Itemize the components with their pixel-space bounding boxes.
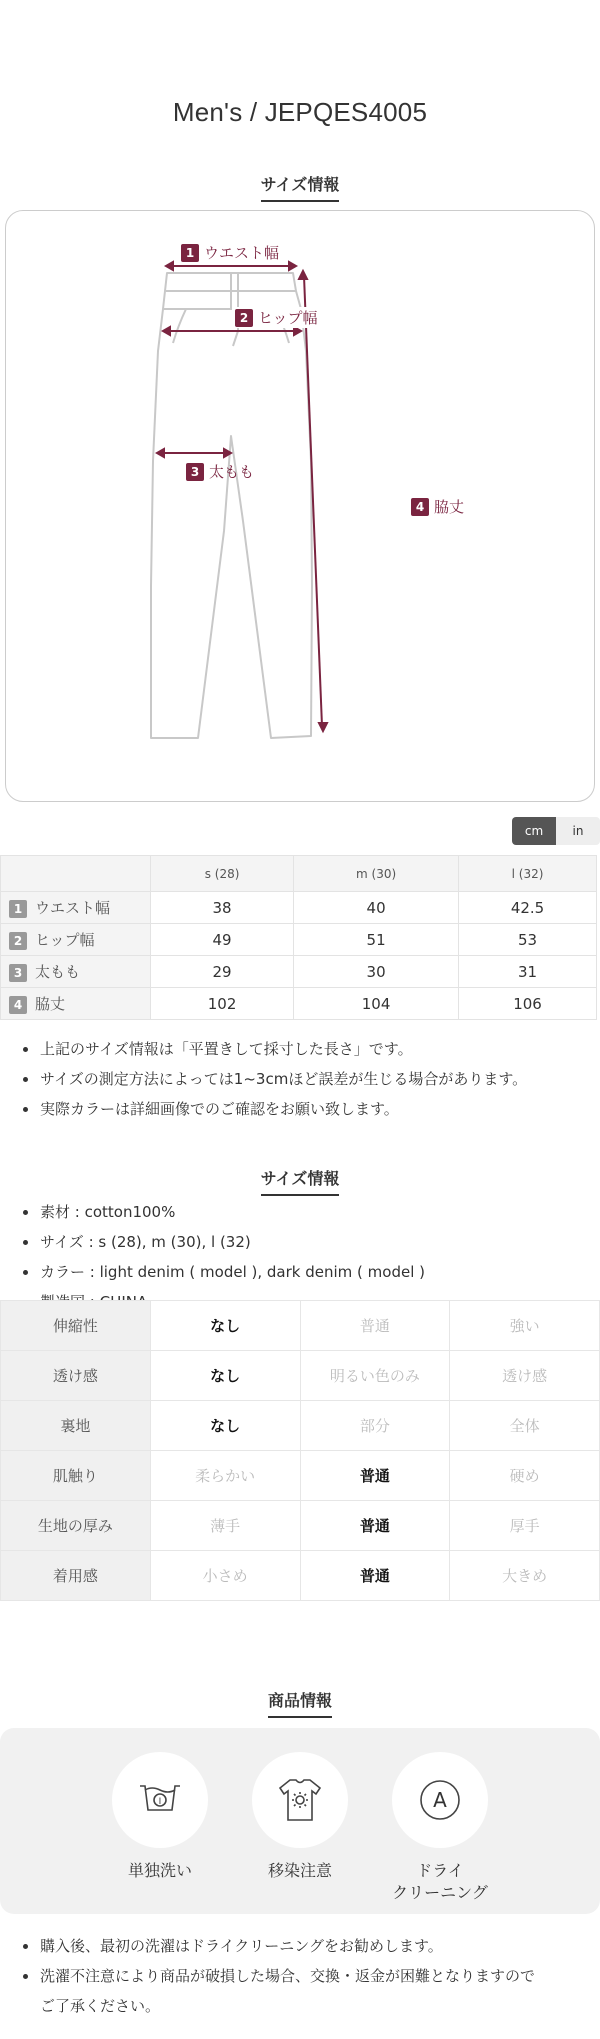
svg-text:I: I: [158, 1797, 162, 1807]
size-row-label: [1, 988, 151, 1020]
label-num-2: 2: [235, 309, 253, 327]
pants-illustration: [6, 211, 596, 803]
feature-option: 普通: [300, 1451, 450, 1501]
feature-option: 強い: [450, 1301, 600, 1351]
size-cell: 30: [294, 956, 459, 988]
feature-label: 透け感: [1, 1351, 151, 1401]
row-num-badge: 1: [9, 900, 27, 918]
feature-option: 透け感: [450, 1351, 600, 1401]
row-label-text: ヒップ幅: [35, 931, 95, 949]
feature-option: 小さめ: [150, 1551, 300, 1601]
row-label-text: 脇丈: [35, 995, 66, 1013]
label-text-waist: ウエスト幅: [204, 244, 280, 262]
feature-option: なし: [150, 1301, 300, 1351]
dry-clean-icon: [392, 1752, 488, 1848]
label-num-3: 3: [186, 463, 204, 481]
care-label-line: クリーニング: [392, 1883, 488, 1902]
feature-option: 硬め: [450, 1451, 600, 1501]
feature-label: 着用感: [1, 1551, 151, 1601]
care-item-color-transfer: [240, 1752, 360, 1882]
size-info-heading: [0, 172, 600, 202]
label-text-thigh: 太もも: [209, 463, 255, 481]
size-col-s: s (28): [151, 856, 294, 892]
size-row-label: [1, 956, 151, 988]
feature-option: 柔らかい: [150, 1451, 300, 1501]
size-notes: [20, 1034, 590, 1124]
feature-option: 全体: [450, 1401, 600, 1451]
info-heading-text: サイズ情報: [261, 1166, 340, 1196]
feature-option: 普通: [300, 1501, 450, 1551]
list-item: 洗濯不注意により商品が破損した場合、交換・返金が困難となりますので: [20, 1961, 590, 1991]
feature-option: 部分: [300, 1401, 450, 1451]
unit-in-button[interactable]: in: [556, 817, 600, 845]
label-text-hip: ヒップ幅: [258, 309, 318, 327]
size-table-corner: [1, 856, 151, 892]
table-row: [1, 1351, 600, 1401]
size-cell: 104: [294, 988, 459, 1020]
label-num-4: 4: [411, 498, 429, 516]
dry-clean-glyph: A: [433, 1788, 447, 1812]
feature-label: 伸縮性: [1, 1301, 151, 1351]
size-cell: 51: [294, 924, 459, 956]
feature-label: 生地の厚み: [1, 1501, 151, 1551]
table-row: [1, 1501, 600, 1551]
feature-option: なし: [150, 1351, 300, 1401]
label-hip: [232, 307, 321, 328]
feature-option: 大きめ: [450, 1551, 600, 1601]
info-heading: [0, 1166, 600, 1196]
feature-option: 普通: [300, 1301, 450, 1351]
size-cell: 106: [459, 988, 597, 1020]
list-item: 上記のサイズ情報は「平置きして採寸した長さ」です。: [20, 1034, 590, 1064]
measure-lines: [157, 262, 327, 731]
list-item: サイズの測定方法によっては1~3cmほど誤差が生じる場合があります。: [20, 1064, 590, 1094]
list-item: 購入後、最初の洗濯はドライクリーニングをお勧めします。: [20, 1931, 590, 1961]
feature-option: 厚手: [450, 1501, 600, 1551]
color-transfer-icon: [252, 1752, 348, 1848]
table-row: [1, 956, 597, 988]
row-num-badge: 3: [9, 964, 27, 982]
feature-label: 肌触り: [1, 1451, 151, 1501]
care-instructions: [0, 1728, 600, 1914]
size-cell: 40: [294, 892, 459, 924]
care-notes: [20, 1931, 590, 2021]
table-row: [1, 924, 597, 956]
size-cell: 49: [151, 924, 294, 956]
care-label-line: ドライ: [416, 1861, 464, 1880]
size-cell: 31: [459, 956, 597, 988]
care-label: [380, 1860, 500, 1904]
table-row: [1, 892, 597, 924]
label-length: [411, 496, 464, 517]
label-thigh: [186, 461, 254, 482]
label-num-1: 1: [181, 244, 199, 262]
care-label: 移染注意: [267, 1861, 332, 1880]
row-label-text: ウエスト幅: [35, 899, 111, 917]
feature-option: なし: [150, 1401, 300, 1451]
table-row: [1, 988, 597, 1020]
row-label-text: 太もも: [35, 963, 81, 981]
feature-option: 薄手: [150, 1501, 300, 1551]
size-row-label: [1, 924, 151, 956]
label-text-length: 脇丈: [434, 498, 465, 516]
pants-size-diagram: [5, 210, 595, 802]
list-item: 素材 : cotton100%: [20, 1197, 590, 1227]
size-table: [0, 855, 597, 1020]
size-cell: 38: [151, 892, 294, 924]
size-table-header: [1, 856, 597, 892]
hand-wash-icon: [112, 1752, 208, 1848]
label-waist: [178, 242, 282, 263]
size-cell: 53: [459, 924, 597, 956]
care-item-dry-clean: [380, 1752, 500, 1904]
table-row: [1, 1401, 600, 1451]
product-specs: [20, 1197, 590, 1317]
unit-cm-button[interactable]: cm: [512, 817, 556, 845]
feature-option: 普通: [300, 1551, 450, 1601]
feature-table: [0, 1300, 600, 1601]
size-row-label: [1, 892, 151, 924]
list-item: サイズ : s (28), m (30), l (32): [20, 1227, 590, 1257]
size-cell: 42.5: [459, 892, 597, 924]
product-info-heading-text: 商品情報: [268, 1688, 332, 1718]
feature-option: 明るい色のみ: [300, 1351, 450, 1401]
size-cell: 102: [151, 988, 294, 1020]
care-label: 単独洗い: [127, 1861, 192, 1880]
size-col-m: m (30): [294, 856, 459, 892]
size-cell: 29: [151, 956, 294, 988]
size-col-l: l (32): [459, 856, 597, 892]
table-row: [1, 1451, 600, 1501]
care-item-hand-wash: [100, 1752, 220, 1882]
table-row: [1, 1551, 600, 1601]
table-row: [1, 1301, 600, 1351]
product-info-heading: [0, 1688, 600, 1718]
size-info-heading-text: サイズ情報: [261, 172, 340, 202]
list-item: カラー : light denim ( model ), dark denim ( model ): [20, 1257, 590, 1287]
row-num-badge: 2: [9, 932, 27, 950]
list-item: 実際カラーは詳細画像でのご確認をお願い致します。: [20, 1094, 590, 1124]
page-title: Men's / JEPQES4005: [172, 97, 428, 127]
list-item: ご了承ください。: [40, 1997, 161, 2015]
unit-toggle: [512, 817, 600, 845]
row-num-badge: 4: [9, 996, 27, 1014]
feature-label: 裏地: [1, 1401, 151, 1451]
